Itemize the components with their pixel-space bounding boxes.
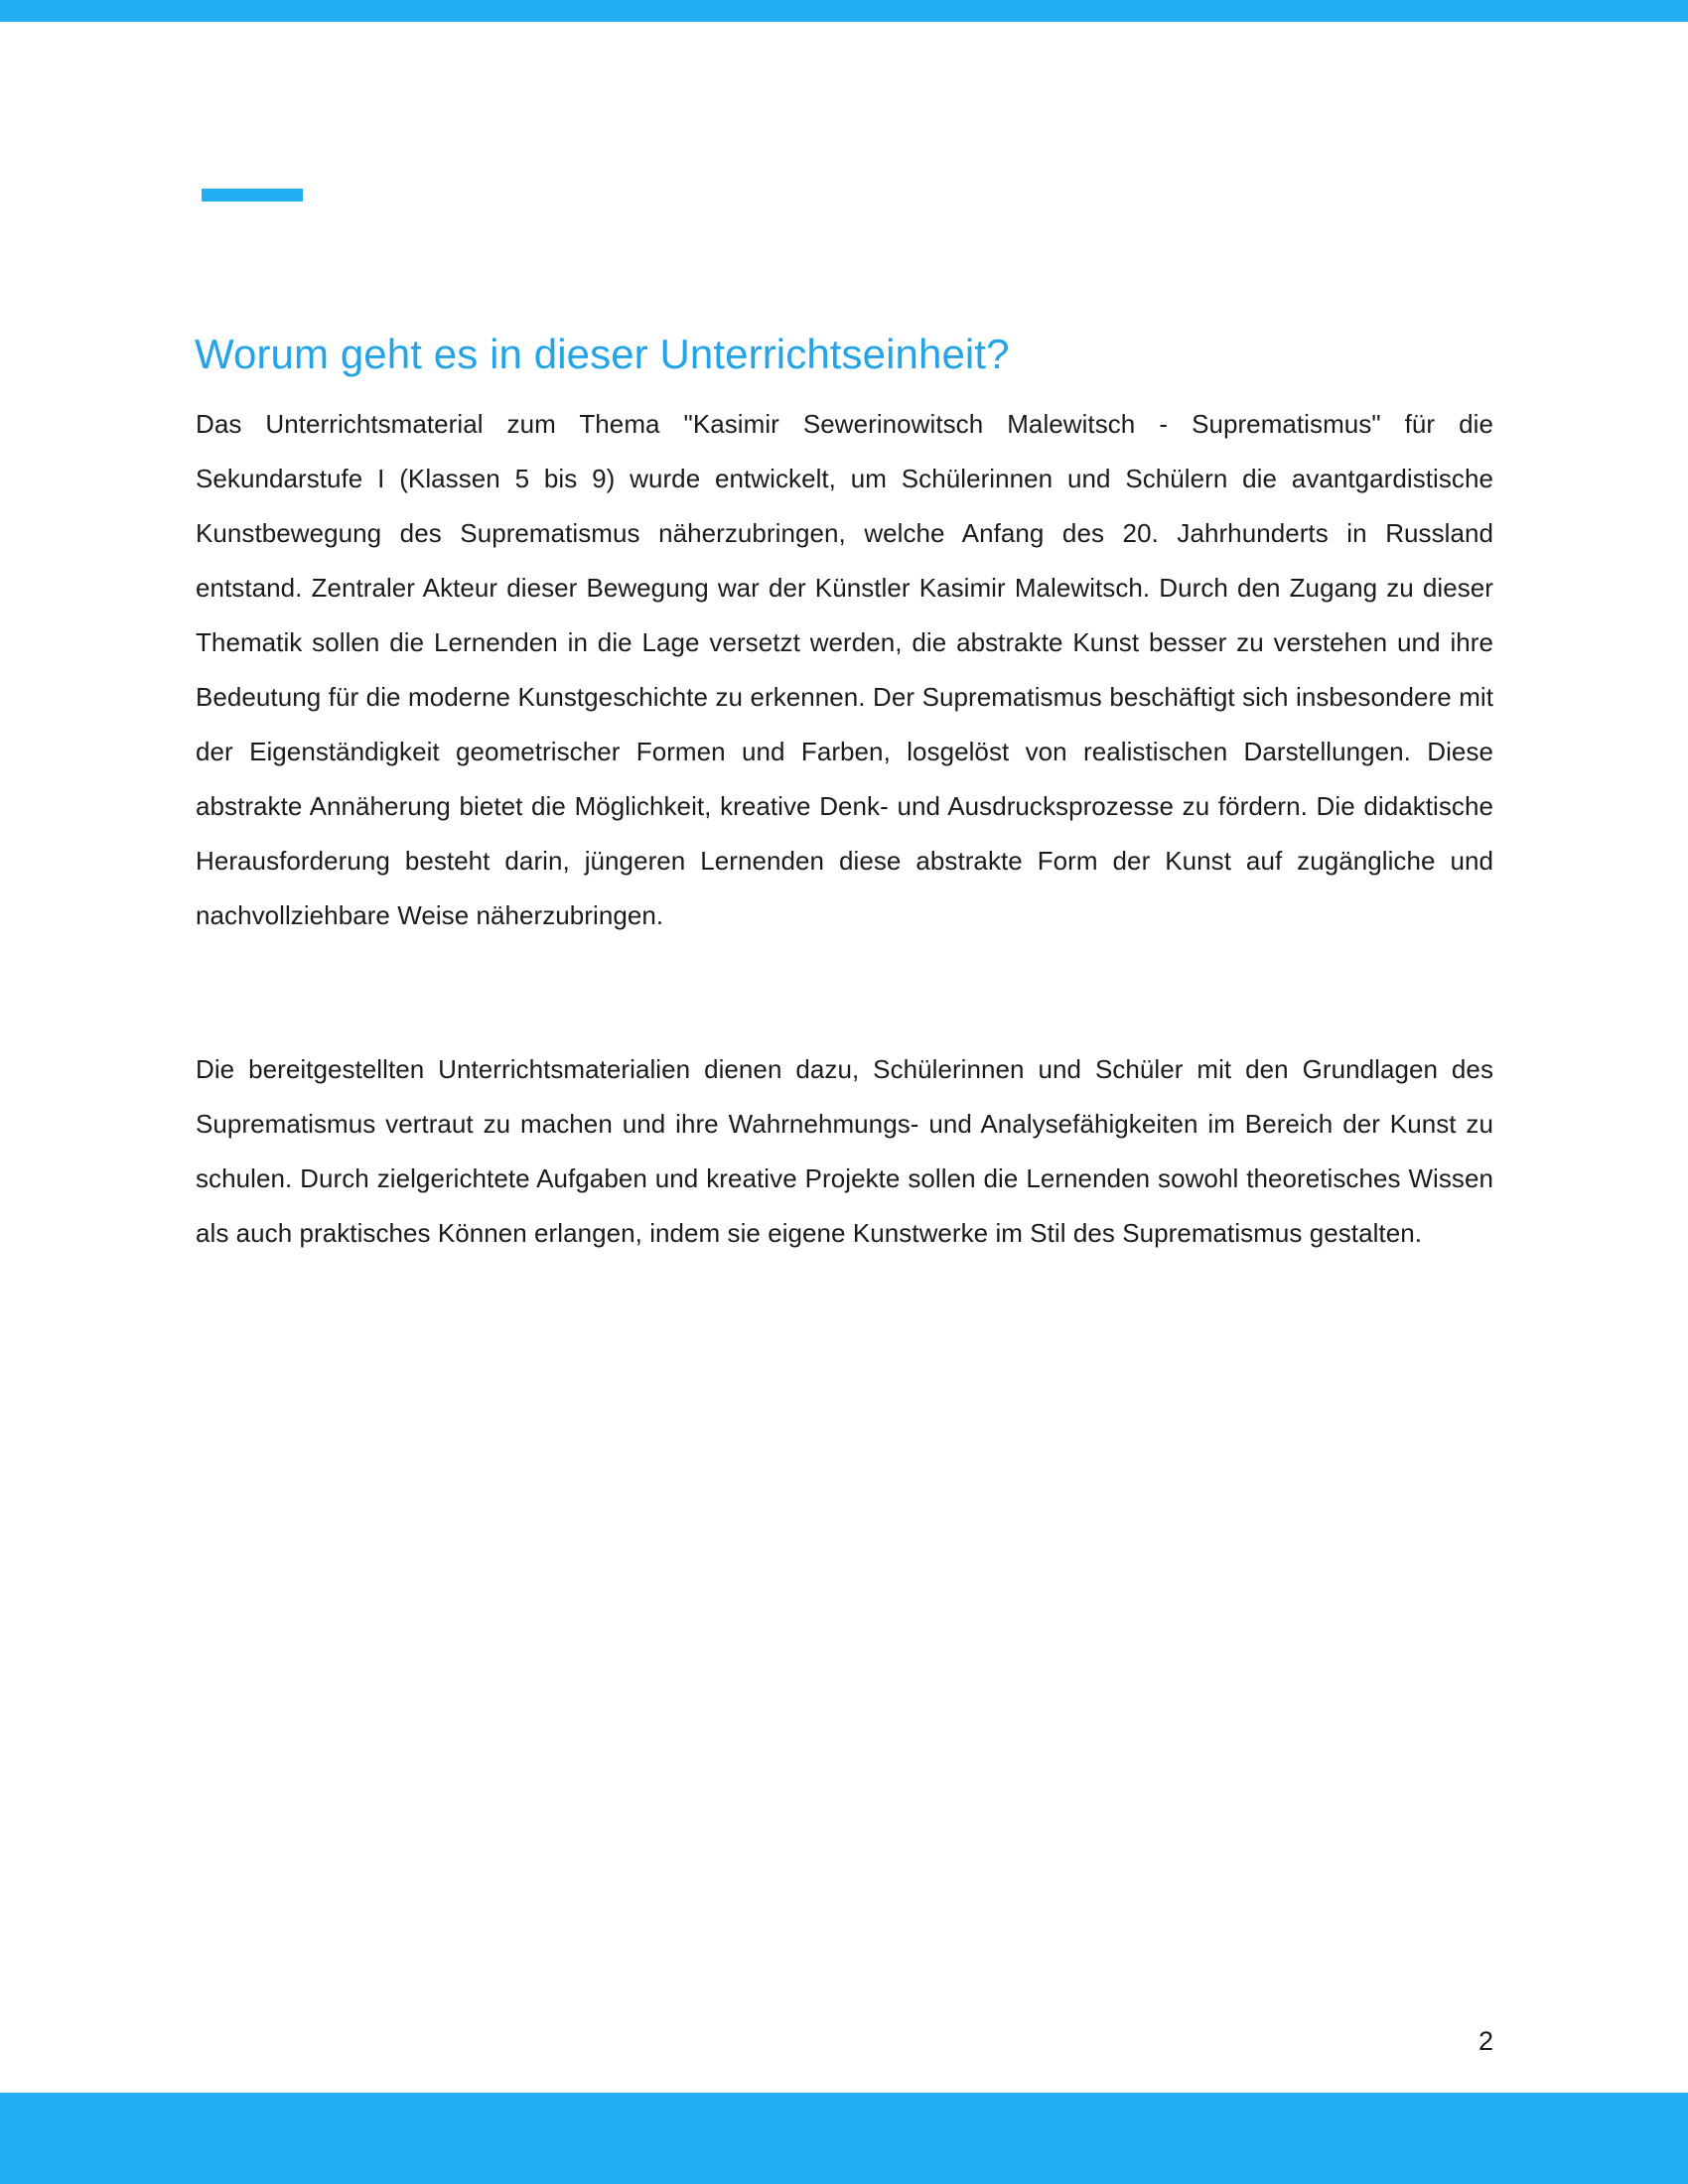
page-title: Worum geht es in dieser Unterrichtseinheit? [195, 331, 1010, 378]
bottom-accent-bar [0, 2093, 1688, 2184]
paragraph-spacer [196, 943, 1493, 1042]
body-content [196, 397, 1493, 1261]
paragraph-objectives: Die bereitgestellten Unterrichtsmaterialien dienen dazu, Schülerinnen und Schüler mit den Grundlagen des Suprematismus vertraut zu machen und ihre Wahrnehmungs- und Analysefähigkeiten im Bereich der Kunst zu schulen. Durch zielgerichtete Aufgaben und kreative Projekte sollen die Lernenden sowohl theoretisches Wissen als auch praktisches Können erlangen, indem sie eigene Kunstwerke im Stil des Suprematismus gestalten. [196, 1054, 1493, 1248]
heading-accent-dash [202, 189, 303, 202]
top-accent-bar [0, 0, 1688, 22]
paragraph-intro: Das Unterrichtsmaterial zum Thema "Kasimir Sewerinowitsch Malewitsch - Suprematismus" für die Sekundarstufe I (Klassen 5 bis 9) wurde entwickelt, um Schülerinnen und Schülern die avantgardistische Kunstbewegung des Suprematismus näherzubringen, welche Anfang des 20. Jahrhunderts in Russland entstand. Zentraler Akteur dieser Bewegung war der Künstler Kasimir Malewitsch. Durch den Zugang zu dieser Thematik sollen die Lernenden in die Lage versetzt werden, die abstrakte Kunst besser zu verstehen und ihre Bedeutung für die moderne Kunstgeschichte zu erkennen. Der Suprematismus beschäftigt sich insbesondere mit der Eigenständigkeit geometrischer Formen und Farben, losgelöst von realistischen Darstellungen. Diese abstrakte Annäherung bietet die Möglichkeit, kreative Denk- und Ausdrucksprozesse zu fördern. Die didaktische Herausforderung besteht darin, jüngeren Lernenden diese abstrakte Form der Kunst auf zugängliche und nachvollziehbare Weise näherzubringen. [196, 409, 1493, 930]
page-number: 2 [1477, 2026, 1493, 2056]
